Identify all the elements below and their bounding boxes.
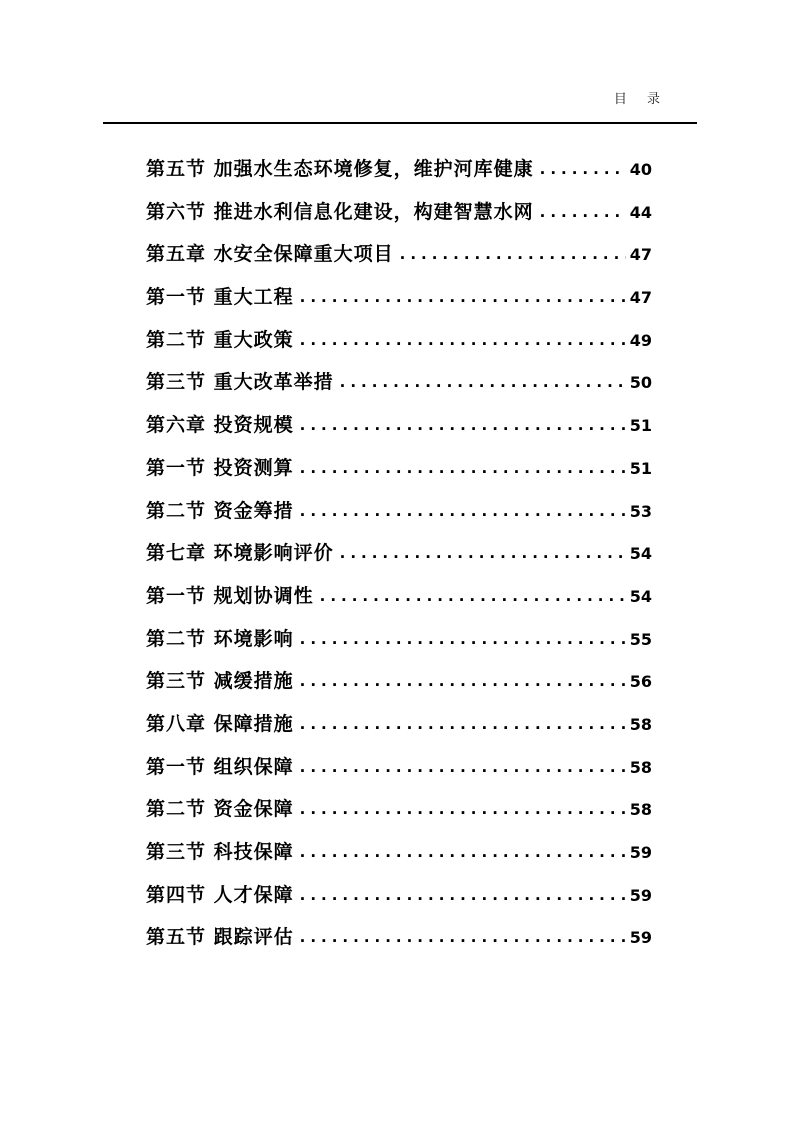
toc-entry-label: 第二节 资金筹措 [146, 499, 294, 522]
toc-entry-page-number[interactable]: 51 [629, 458, 652, 478]
toc-entry-label: 第一节 重大工程 [146, 286, 294, 309]
toc-entry[interactable] [146, 532, 652, 575]
toc-entry[interactable] [146, 191, 652, 234]
toc-entry-page-number[interactable]: 47 [629, 245, 652, 265]
toc-dot-leader [400, 233, 626, 276]
toc-entry-page-number[interactable]: 59 [629, 843, 652, 862]
toc-dot-leader [540, 148, 626, 191]
toc-entry-page-number[interactable]: 54 [629, 586, 652, 606]
toc-entry-label: 第一节 组织保障 [146, 755, 294, 778]
toc-entry-page-number[interactable]: 58 [629, 800, 652, 820]
toc-entry-label: 第五章 水安全保障重大项目 [146, 243, 394, 266]
toc-entry-label: 第二节 重大政策 [146, 328, 294, 351]
toc-dot-leader [300, 447, 626, 490]
toc-entry[interactable] [146, 361, 652, 404]
toc-entry-label: 第六节 推进水利信息化建设，构建智慧水网 [146, 200, 534, 223]
toc-entry-page-number[interactable]: 59 [629, 928, 652, 948]
toc-entry-label: 第三节 减缓措施 [146, 670, 294, 693]
toc-entry[interactable] [146, 490, 652, 533]
toc-entry[interactable] [146, 404, 652, 447]
toc-entry[interactable] [146, 703, 652, 746]
toc-entry-label: 第三节 重大改革举措 [146, 371, 334, 394]
toc-entry[interactable] [146, 660, 652, 703]
toc-entry-label: 第八章 保障措施 [146, 712, 294, 735]
toc-entry-label: 第二节 资金保障 [146, 798, 294, 821]
toc-entry[interactable] [146, 319, 652, 362]
toc-entry-page-number[interactable]: 50 [629, 373, 652, 393]
toc-entry[interactable] [146, 916, 652, 959]
toc-entry[interactable] [146, 447, 652, 490]
toc-entry[interactable] [146, 233, 652, 276]
toc-entry-page-number[interactable]: 55 [629, 629, 652, 649]
toc-entry-page-number[interactable]: 53 [629, 501, 652, 521]
toc-dot-leader [300, 404, 626, 447]
toc-entry[interactable] [146, 618, 652, 661]
toc-entry-page-number[interactable]: 47 [629, 288, 652, 308]
toc-dot-leader [300, 916, 626, 959]
toc-entry-page-number[interactable]: 58 [629, 757, 652, 777]
toc-dot-leader [300, 660, 626, 703]
toc-entry[interactable] [146, 746, 652, 789]
toc-dot-leader [540, 191, 626, 234]
toc-entry-label: 第一节 投资测算 [146, 456, 294, 479]
toc-dot-leader [320, 575, 626, 618]
toc-entry[interactable] [146, 788, 652, 831]
page-header-title: 目 录 [613, 92, 668, 107]
toc-entry-page-number[interactable]: 49 [629, 330, 652, 350]
toc-entry-page-number[interactable]: 58 [629, 714, 652, 734]
toc-dot-leader [340, 361, 626, 404]
toc-entry-page-number[interactable]: 40 [629, 160, 652, 179]
toc-entry-label: 第四节 人才保障 [146, 883, 294, 906]
toc-dot-leader [300, 788, 626, 831]
toc-entry-page-number[interactable]: 59 [629, 885, 652, 905]
toc-entry-label: 第五节 加强水生态环境修复，维护河库健康 [146, 158, 534, 180]
toc-entry-label: 第三节 科技保障 [146, 841, 294, 863]
toc-entry-label: 第六章 投资规模 [146, 414, 294, 437]
toc-entry-label: 第七章 环境影响评价 [146, 542, 334, 565]
toc-entry-page-number[interactable]: 56 [629, 672, 652, 692]
toc-dot-leader [300, 831, 626, 874]
toc-dot-leader [300, 703, 626, 746]
toc-dot-leader [300, 319, 626, 362]
toc-entry-page-number[interactable]: 51 [629, 416, 652, 436]
toc-entry[interactable] [146, 874, 652, 917]
toc-entry-label: 第二节 环境影响 [146, 627, 294, 650]
header-divider [103, 122, 697, 124]
toc-entry[interactable] [146, 276, 652, 319]
toc-dot-leader [300, 874, 626, 917]
toc-dot-leader [300, 746, 626, 789]
toc-dot-leader [300, 618, 626, 661]
toc-entry[interactable] [146, 148, 652, 191]
toc-entry-label: 第一节 规划协调性 [146, 584, 314, 607]
toc-dot-leader [300, 490, 626, 533]
toc-dot-leader [340, 532, 626, 575]
toc-dot-leader [300, 276, 626, 319]
toc-entry-label: 第五节 跟踪评估 [146, 926, 294, 949]
toc-entry[interactable] [146, 831, 652, 874]
toc-entry[interactable] [146, 575, 652, 618]
toc-entry-page-number[interactable]: 44 [629, 202, 652, 222]
toc-entry-page-number[interactable]: 54 [629, 544, 652, 564]
table-of-contents [146, 148, 652, 959]
